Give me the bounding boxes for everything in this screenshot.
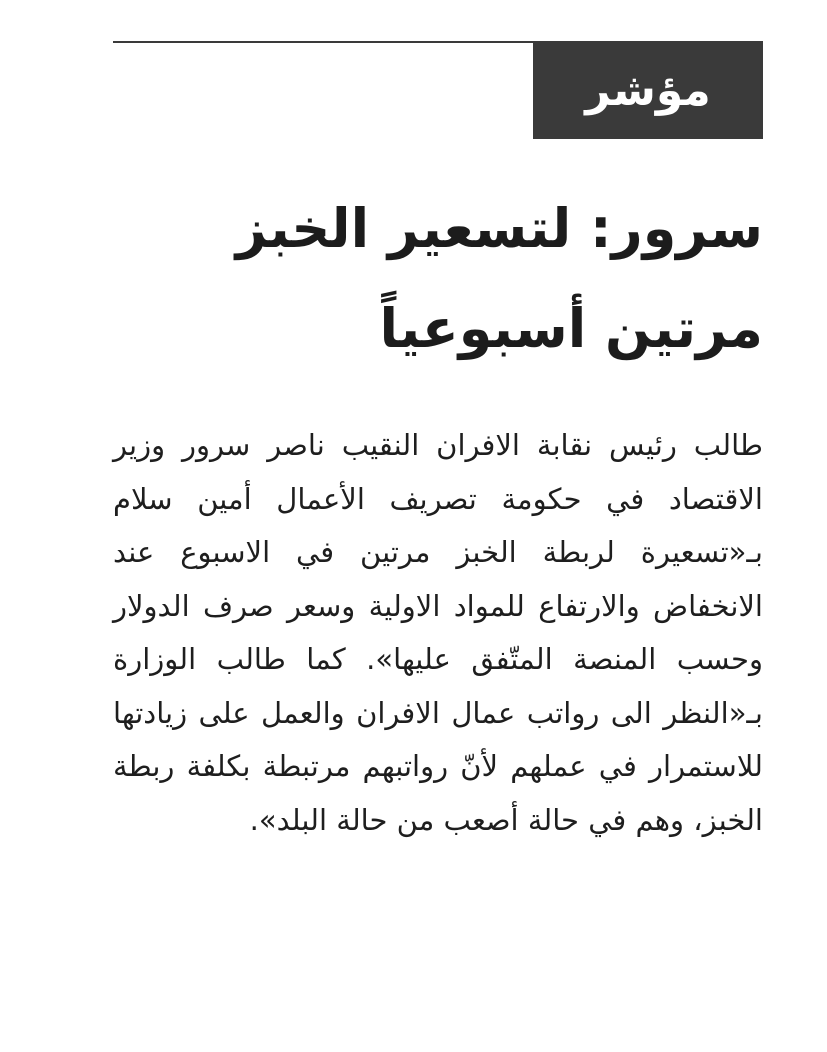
article-body: طالب رئيس نقابة الافران النقيب ناصر سرور وزير الاقتصاد في حكومة تصريف الأعمال أمين سلام بـ«تسعيرة لربطة الخبز مرتين في الاسبوع عند الانخفاض والارتفاع للمواد الاولية وسعر صرف الدولار وحسب المنصة المتّفق عليها». كما طالب الوزارة بـ«النظر الى رواتب عمال الافران والعمل على زيادتها للاستمرار في عملهم لأنّ رواتبهم مرتبطة بكلفة ربطة الخبز، وهم في حالة أصعب من حالة البلد».: [113, 428, 763, 837]
headline-line-1: سرور: لتسعير الخبز: [235, 197, 763, 260]
section-header: [113, 43, 763, 139]
article-headline: [113, 179, 763, 379]
headline-line-2: مرتين أسبوعياً: [379, 297, 763, 360]
article-page: [113, 41, 763, 847]
section-label: مؤشر: [533, 43, 763, 139]
